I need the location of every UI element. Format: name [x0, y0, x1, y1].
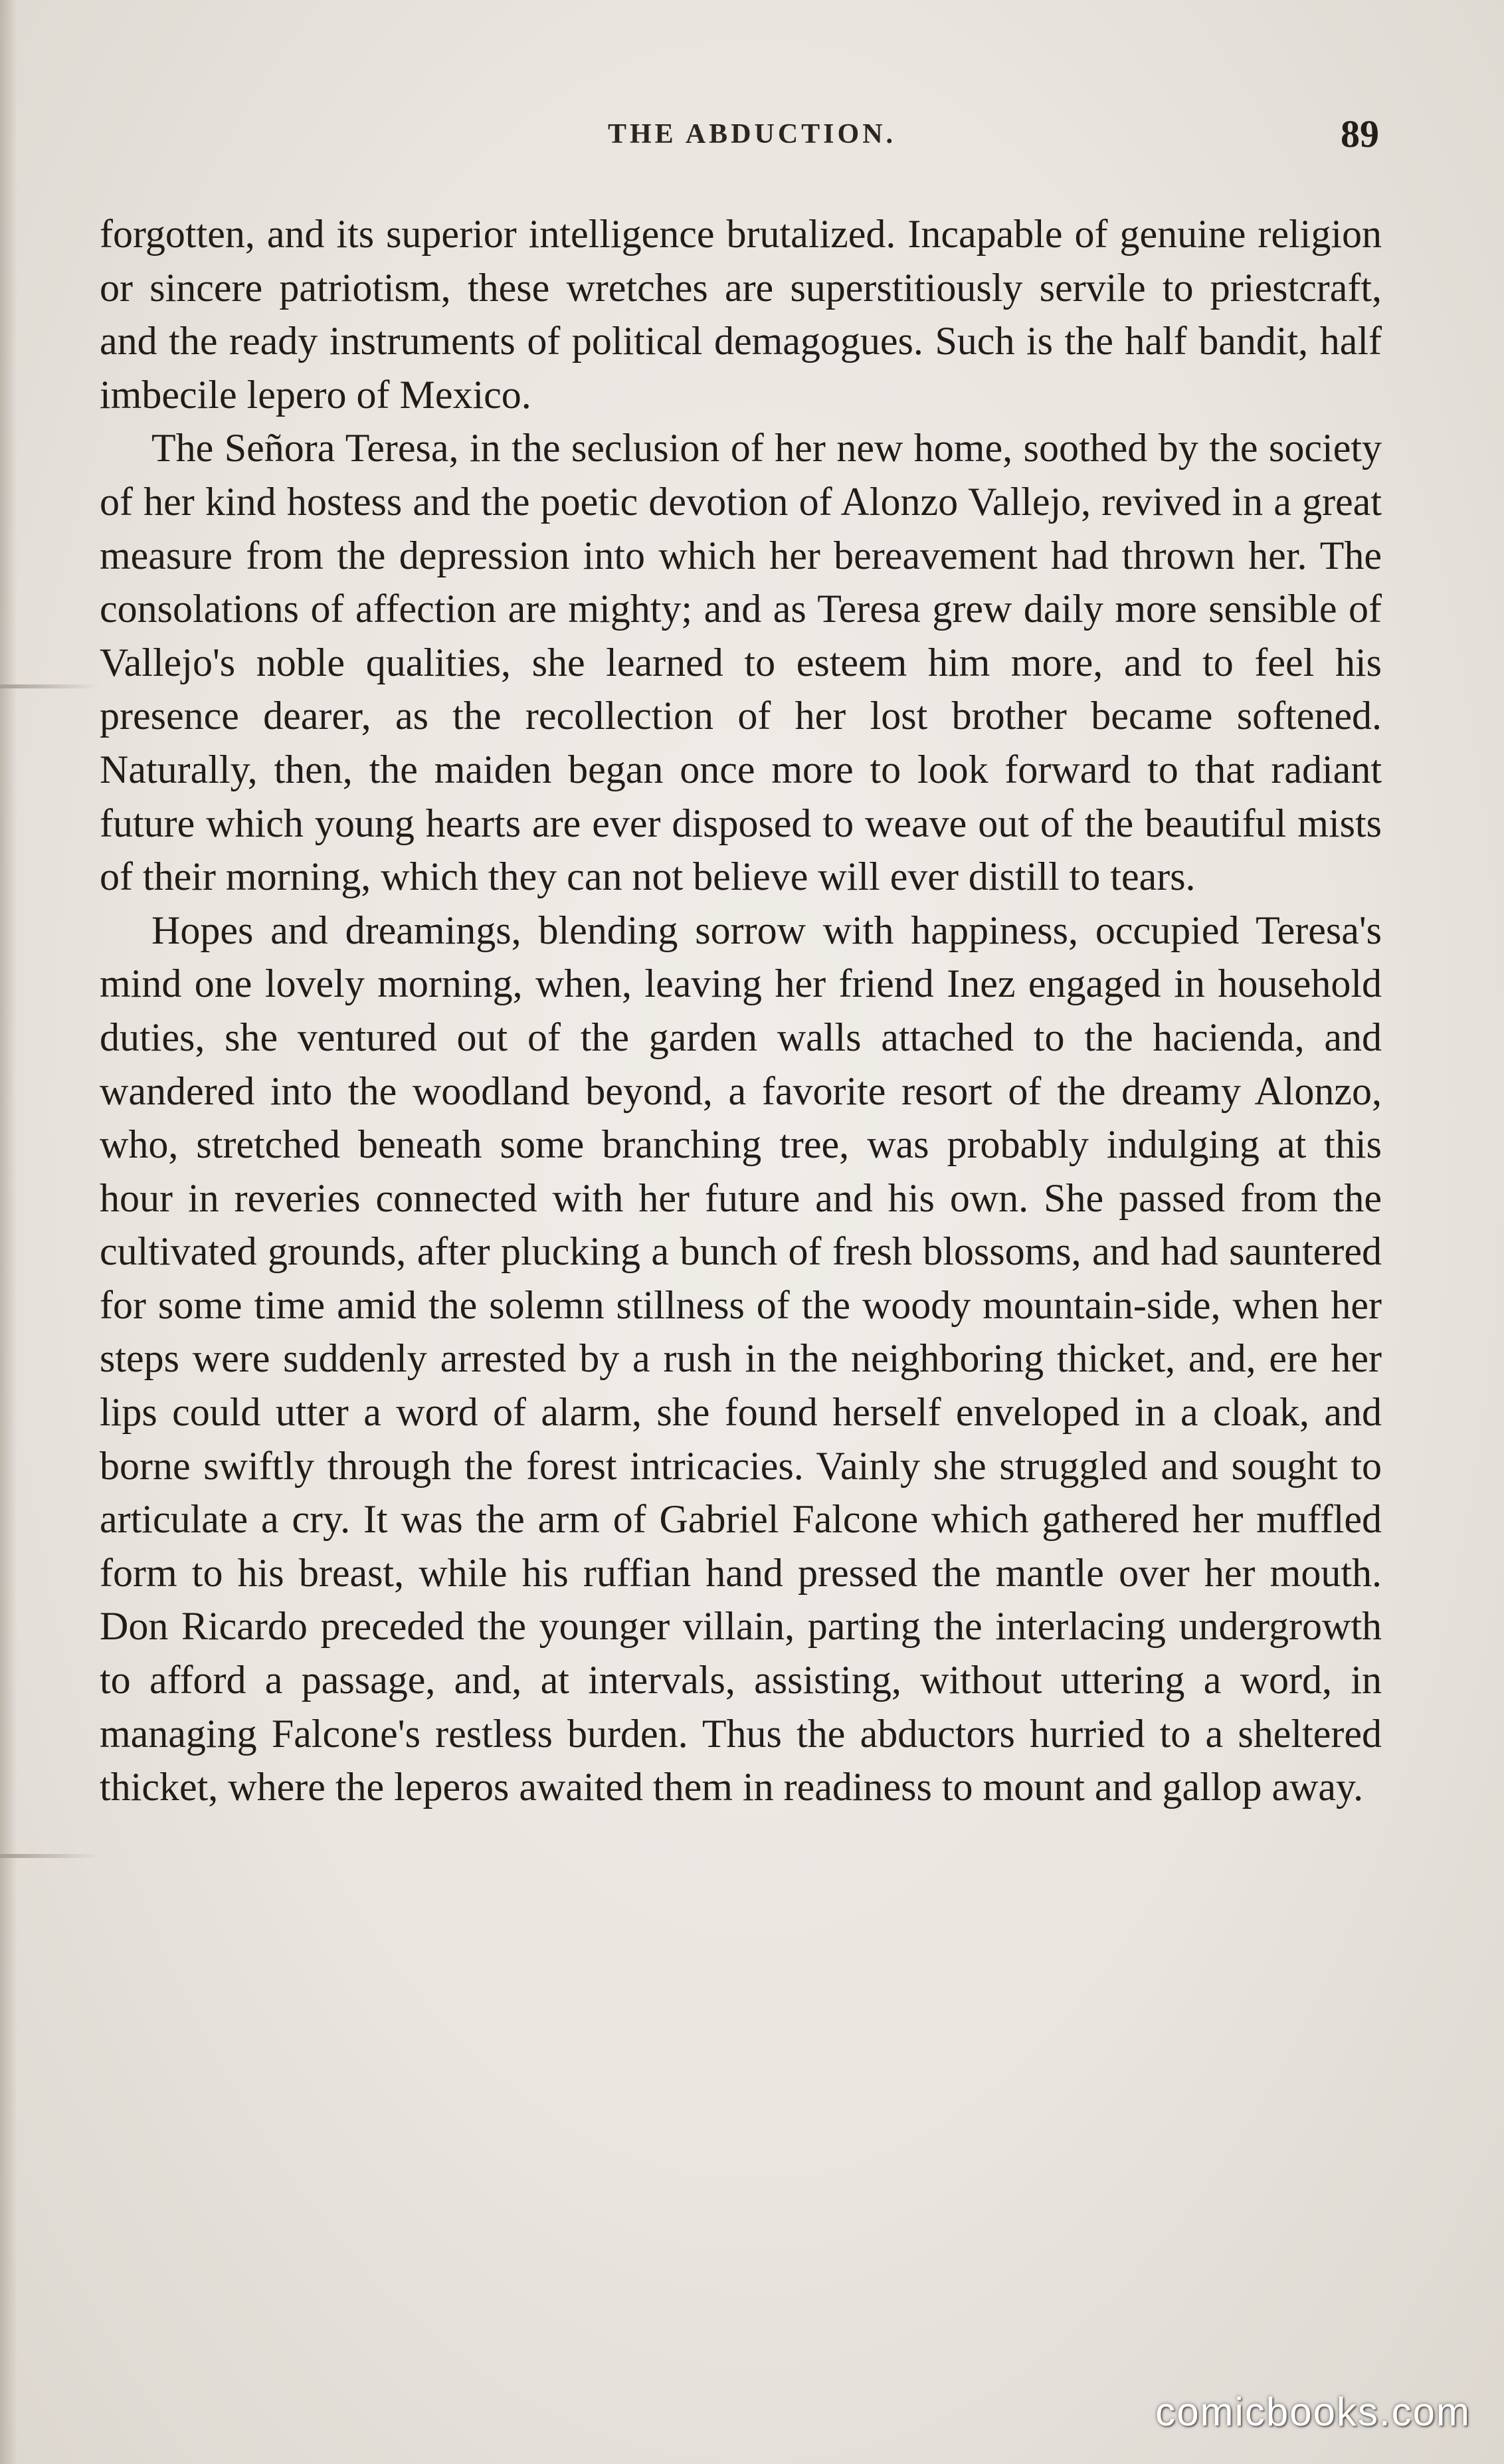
page-edge-tear — [0, 684, 100, 688]
paragraph-1: forgotten, and its superior intelligence brutalized. Incapable of genuine religion or sincere patriotism, these wretches are superstitiously servile to priestcraft, and the ready instruments of political demagogues. Such is the half bandit, half imbecile lepero of Mexico. — [100, 212, 1382, 417]
paragraph-2: The Señora Teresa, in the seclusion of her new home, soothed by the society of her kind hostess and the poetic devotion of Alonzo Vallejo, revived in a great measure from the depression into which her bereavement had thrown her. The consolations of affection are mighty; and as Teresa grew daily more sensible of Vallejo's noble qualities, she learned to esteem him more, and to feel his presence dearer, as the recollection of her lost brother became softened. Naturally, then, the maiden began once more to look forward to that radiant future which young hearts are ever disposed to weave out of the beautiful mists of their morning, which they can not believe will ever distill to tears. — [100, 426, 1382, 899]
watermark: comicbooks.com — [1155, 2390, 1471, 2434]
body-text — [100, 207, 1382, 1814]
page-header — [0, 112, 1504, 165]
paragraph-3: Hopes and dreamings, blending sorrow with happiness, occupied Teresa's mind one lovely morning, when, leaving her friend Inez engaged in household duties, she ventured out of the garden walls attached to the hacienda, and wandered into the woodland beyond, a favorite resort of the dreamy Alonzo, who, stretched beneath some branching tree, was probably indulging at this hour in reveries connected with her future and his own. She passed from the cultivated grounds, after plucking a bunch of fresh blossoms, and had sauntered for some time amid the solemn stillness of the woody mountain-side, when her steps were suddenly arrested by a rush in the neighboring thicket, and, ere her lips could utter a word of alarm, she found herself enveloped in a cloak, and borne swiftly through the forest intricacies. Vainly she struggled and sought to articulate a cry. It was the arm of Gabriel Falcone which gathered her muffled form to his breast, while his ruffian hand pressed the mantle over her mouth. Don Ricardo preceded the younger villain, parting the interlacing undergrowth to afford a passage, and, at intervals, assisting, without uttering a word, in managing Falcone's restless burden. Thus the abductors hurried to a sheltered thicket, where the leperos awaited them in readiness to mount and gallop away. — [100, 908, 1382, 1809]
page-edge-shadow — [0, 0, 17, 2464]
page-number: 89 — [1341, 112, 1379, 155]
running-title: THE ABDUCTION. — [607, 119, 897, 150]
page-edge-tear — [0, 1854, 100, 1858]
